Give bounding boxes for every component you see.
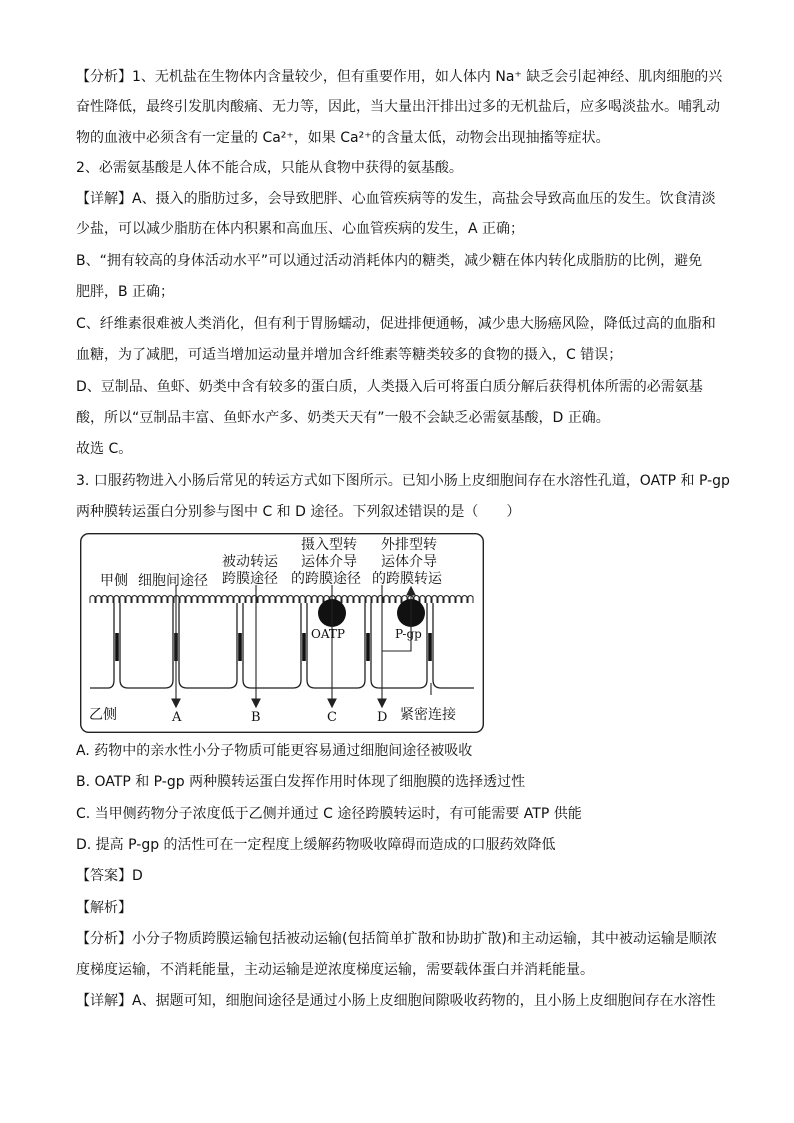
text-line: 【详解】A、据题可知，细胞间途径是通过小肠上皮细胞间隙吸收药物的，且小肠上皮细胞间存在水溶性 [76, 993, 716, 1009]
label-efflux-2: 运体介导 [381, 554, 437, 570]
label-route-d: D [377, 710, 388, 725]
text-line: 2、必需氨基酸是人体不能合成，只能从食物中获得的氨基酸。 [76, 160, 463, 176]
text-line: 少盐，可以减少脂肪在体内积累和高血压、心血管疾病的发生，A 正确； [76, 221, 525, 237]
text-line: D、豆制品、鱼虾、奶类中含有较多的蛋白质，人类摄入后可将蛋白质分解后获得机体所需的必需氨基 [76, 379, 703, 395]
label-route-b: B [251, 710, 261, 725]
label-oatp: OATP [311, 627, 345, 641]
text-line: 酸，所以“豆制品丰富、鱼虾水产多、奶类天天有”一般不会缺乏必需氨基酸，D 正确。 [76, 410, 610, 426]
text-line: 肥胖，B 正确； [76, 284, 175, 300]
tight-junction [238, 633, 242, 661]
label-route-a: A [172, 710, 182, 725]
label-pgp: P-gp [395, 627, 422, 641]
tight-junction [428, 633, 432, 661]
text-line: 物的血液中必须含有一定量的 Ca²⁺，如果 Ca²⁺的含量太低，动物会出现抽搐等症状。 [76, 130, 610, 146]
label-tight-junction: 紧密连接 [400, 707, 456, 723]
tight-junction [302, 633, 306, 661]
label-passive-2: 跨膜途径 [222, 571, 278, 587]
option-a: A. 药物中的亲水性小分子物质可能更容易通过细胞间途径被吸收 [76, 743, 473, 759]
label-side-top: 甲侧 [100, 573, 128, 589]
label-uptake-1: 摄入型转 [301, 537, 357, 553]
text-line: 【分析】1、无机盐在生物体内含量较少，但有重要作用，如人体内 Na⁺ 缺乏会引起神经、肌肉细胞的兴 [76, 69, 723, 85]
option-d: D. 提高 P-gp 的活性可在一定程度上缓解药物吸收障碍而造成的口服药效降低 [76, 837, 556, 853]
label-efflux-3: 的跨膜转运 [372, 571, 442, 587]
text-line: 故选 C。 [76, 441, 133, 457]
text-line: 【详解】A、摄入的脂肪过多，会导致肥胖、心血管疾病等的发生，高盐会导致高血压的发生。饮食清淡 [76, 191, 716, 207]
analysis-heading: 【解析】 [76, 900, 132, 916]
text-line: 奋性降低，最终引发肌肉酸痛、无力等，因此，当大量出汗排出过多的无机盐后，应多喝淡盐水。哺乳动 [76, 99, 720, 115]
text-line: 血糖，为了减肥，可适当增加运动量并增加含纤维素等糖类较多的食物的摄入，C 错误； [76, 347, 623, 363]
label-side-bottom: 乙侧 [89, 707, 117, 723]
text-line: C、纤维素很难被人类消化，但有利于胃肠蠕动，促进排便通畅，减少患大肠癌风险，降低过高的血脂和 [76, 316, 716, 332]
text-line: 【分析】小分子物质跨膜运输包括被动运输(包括简单扩散和协助扩散)和主动运输，其中被动运输是顺浓 [76, 931, 717, 947]
question-stem: 两种膜转运蛋白分别参与图中 C 和 D 途径。下列叙述错误的是（ ） [76, 504, 521, 520]
text-line: B、“拥有较高的身体活动水平”可以通过活动消耗体内的糖类，减少糖在体内转化成脂肪的比例，避免 [76, 253, 703, 269]
label-efflux-1: 外排型转 [381, 537, 437, 553]
option-b: B. OATP 和 P-gp 两种膜转运蛋白发挥作用时体现了细胞膜的选择透过性 [76, 774, 526, 790]
answer-line: 【答案】D [76, 868, 143, 884]
label-passive-1: 被动转运 [222, 554, 278, 570]
label-intercellular-route: 细胞间途径 [138, 573, 208, 589]
intestinal-transport-diagram [80, 533, 484, 733]
label-uptake-2: 运体介导 [301, 554, 357, 570]
question-stem: 3. 口服药物进入小肠后常见的转运方式如下图所示。已知小肠上皮细胞间存在水溶性孔道，OATP 和 P-gp [76, 473, 730, 489]
tight-junction [366, 633, 370, 661]
text-line: 度梯度运输，不消耗能量，主动运输是逆浓度梯度运输，需要载体蛋白并消耗能量。 [76, 962, 594, 978]
tight-junction [115, 633, 119, 661]
label-uptake-3: 的跨膜途径 [291, 571, 361, 587]
option-c: C. 当甲侧药物分子浓度低于乙侧并通过 C 途径跨膜转运时，有可能需要 ATP 供能 [76, 806, 582, 822]
label-route-c: C [327, 710, 337, 725]
